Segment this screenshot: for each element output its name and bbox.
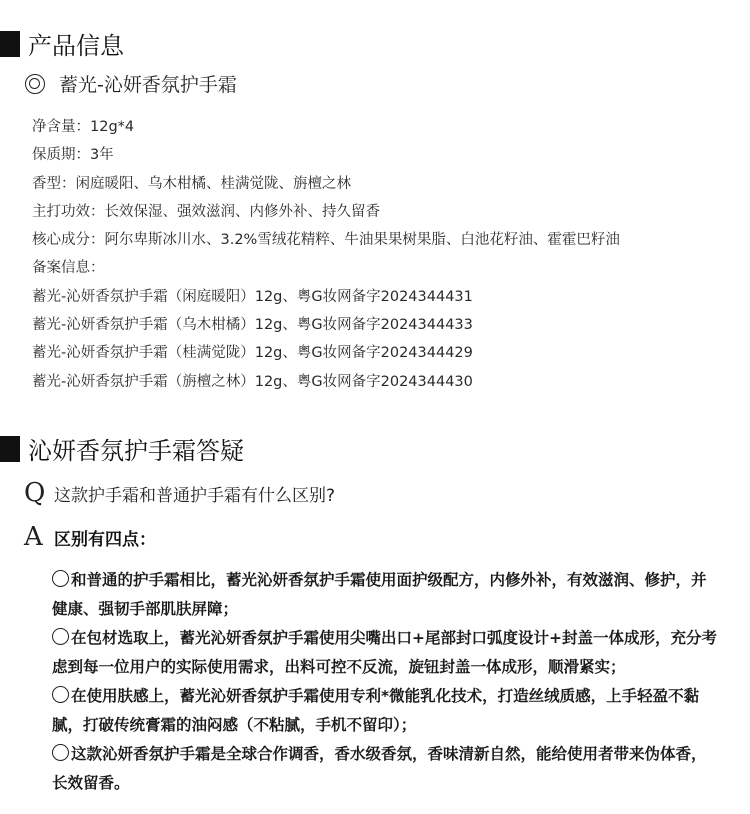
answer-list xyxy=(52,566,720,798)
spec-effects: 主打功效：长效保湿、强效滋润、内修外补、持久留香 xyxy=(32,203,380,220)
spec-ingredients: 核心成分：阿尔卑斯冰川水、3.2%雪绒花精粹、牛油果果树果脂、白池花籽油、霍霍巴籽油 xyxy=(32,232,620,249)
faq-title: 沁妍香氛护手霜答疑 xyxy=(28,437,244,465)
faq-header xyxy=(0,431,244,466)
answer-text: 和普通的护手霜相比，蓄光沁妍香氛护手霜使用面护级配方，内修外补，有效滋润、修护，并健康、强韧手部肌肤屏障； xyxy=(52,571,707,618)
answer-text: 这款沁妍香氛护手霜是全球合作调香，香水级香氛，香味清新自然，能给使用者带来伪体香，长效留香。 xyxy=(52,745,707,792)
question-line xyxy=(24,478,335,508)
spec-filing-4: 蓄光-沁妍香氛护手霜（旃檀之林）12g、粤G妆网备字2024344430 xyxy=(32,373,473,390)
circle-bullet-icon xyxy=(52,570,69,587)
spec-filing-1: 蓄光-沁妍香氛护手霜（闲庭暖阳）12g、粤G妆网备字2024344431 xyxy=(32,288,473,305)
spec-net-content: 净含量：12g*4 xyxy=(32,119,135,135)
question-text: 这款护手霜和普通护手霜有什么区别? xyxy=(54,485,336,506)
a-letter: A xyxy=(24,522,43,552)
answer-item xyxy=(52,740,720,798)
circle-bullet-icon xyxy=(52,744,69,761)
product-name: 蓄光-沁妍香氛护手霜 xyxy=(59,74,237,96)
spec-fragrance: 香型：闲庭暖阳、乌木柑橘、桂满觉陇、旃檀之林 xyxy=(32,175,351,192)
answer-intro: 区别有四点： xyxy=(54,529,156,550)
answer-text: 在使用肤感上，蓄光沁妍香氛护手霜使用专利*微能乳化技术，打造丝绒质感，上手轻盈不黏腻，打破传统膏霜的油闷感（不粘腻，手机不留印）； xyxy=(52,687,700,734)
spec-filing-label: 备案信息： xyxy=(32,260,105,277)
answer-intro-line xyxy=(24,522,156,552)
circle-bullet-icon xyxy=(52,628,69,645)
spec-filing-2: 蓄光-沁妍香氛护手霜（乌木柑橘）12g、粤G妆网备字2024344433 xyxy=(32,317,473,334)
q-letter: Q xyxy=(24,478,46,508)
answer-text: 在包材选取上，蓄光沁妍香氛护手霜使用尖嘴出口+尾部封口弧度设计+封盖一体成形，充分考虑到每一位用户的实际使用需求，出料可控不反流，旋钮封盖一体成形，顺滑紧实； xyxy=(52,629,717,676)
circle-bullet-icon xyxy=(52,686,69,703)
answer-item xyxy=(52,566,720,624)
spec-list xyxy=(32,113,620,396)
spec-shelf-life: 保质期：3年 xyxy=(32,147,114,164)
product-name-line xyxy=(25,70,237,97)
section-bar xyxy=(0,31,20,57)
double-circle-icon xyxy=(25,74,45,94)
answer-item xyxy=(52,624,720,682)
product-info-header xyxy=(0,26,124,61)
spec-filing-3: 蓄光-沁妍香氛护手霜（桂满觉陇）12g、粤G妆网备字2024344429 xyxy=(32,345,473,362)
section-bar xyxy=(0,436,20,462)
product-info-title: 产品信息 xyxy=(28,32,124,60)
answer-item xyxy=(52,682,720,740)
